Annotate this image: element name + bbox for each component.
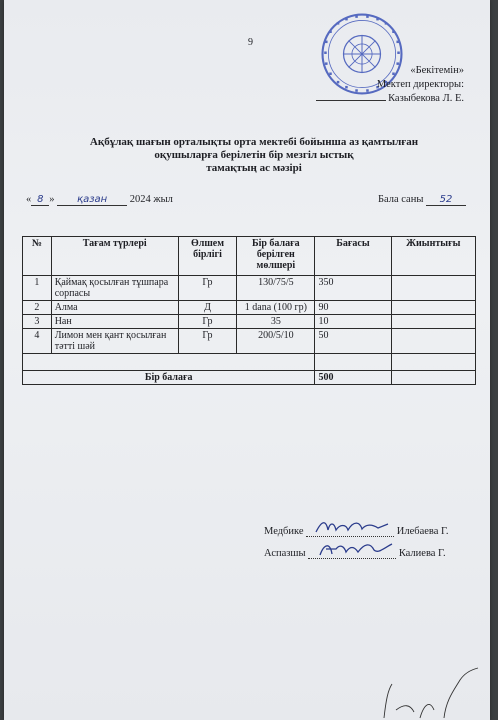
date-open-quote: « [26, 194, 32, 205]
handwritten-signature-icon [312, 516, 392, 538]
empty-table-row [23, 354, 476, 371]
handwritten-scrawl-icon [374, 660, 484, 720]
row-unit: Гр [178, 315, 237, 329]
approval-block [316, 64, 464, 106]
table-row [23, 329, 476, 354]
row-dish: Лимон мен қант қосылған тәтті шәй [51, 329, 178, 354]
table-header-row [23, 237, 476, 276]
header-price: Бағасы [315, 237, 391, 276]
row-total [391, 315, 475, 329]
header-number: № [23, 237, 52, 276]
title-line-2: оқушыларға берілетін бір мезгіл ыстық [154, 149, 354, 161]
cook-name: Калиева Г. [398, 548, 446, 559]
row-portion: 130/75/5 [237, 276, 315, 301]
approval-position: Мектеп директоры: [376, 79, 464, 90]
document-page [4, 0, 490, 720]
cook-signature-line [308, 546, 396, 559]
date-year: 2024 жыл [129, 194, 173, 205]
approval-name-line [316, 92, 464, 106]
header-portion: Бір балаға берілген мөлшері [237, 237, 315, 276]
children-count-value: 52 [426, 194, 466, 206]
row-unit: Гр [178, 276, 237, 301]
empty-cell [23, 354, 315, 371]
page-number: 9 [248, 37, 253, 48]
header-unit: Өлшем бірлігі [178, 237, 237, 276]
nurse-signature-line [306, 524, 394, 537]
row-total [391, 329, 475, 354]
title-line-1: Ақбұлақ шағын орталықты орта мектебі бойынша аз қамтылған [89, 136, 419, 148]
approval-name: Казыбекова Л. Е. [388, 93, 464, 104]
row-total [391, 301, 475, 315]
menu-table [22, 236, 476, 385]
header-total: Жиынтығы [391, 237, 475, 276]
row-dish: Нан [51, 315, 178, 329]
row-portion: 200/5/10 [237, 329, 315, 354]
table-row [23, 315, 476, 329]
date-day: 8 [31, 194, 49, 206]
title-line-3: тамақтың ас мәзірі [206, 162, 302, 174]
approval-title: «Бекітемін» [410, 65, 464, 76]
empty-cell [315, 354, 391, 371]
cook-role: Аспазшы [264, 548, 306, 559]
date-close-quote: » [49, 194, 55, 205]
director-signature-line [316, 100, 386, 101]
summary-row [23, 371, 476, 385]
date-line [26, 194, 173, 206]
row-unit: Гр [178, 329, 237, 354]
row-price: 350 [315, 276, 391, 301]
row-number: 3 [23, 315, 52, 329]
children-count [378, 194, 466, 206]
document-title [44, 136, 464, 175]
empty-cell [391, 354, 475, 371]
nurse-signature [264, 524, 449, 537]
row-total [391, 276, 475, 301]
summary-total [391, 371, 475, 385]
table-row [23, 301, 476, 315]
table-row [23, 276, 476, 301]
nurse-role: Медбике [264, 526, 304, 537]
row-portion: 1 dana (100 гр) [237, 301, 315, 315]
date-month: қазан [57, 194, 127, 206]
row-dish: Қаймақ қосылған тұшпара сорпасы [51, 276, 178, 301]
header-dish: Тағам түрлері [51, 237, 178, 276]
handwritten-signature-icon [314, 538, 394, 560]
row-price: 10 [315, 315, 391, 329]
row-number: 4 [23, 329, 52, 354]
row-number: 1 [23, 276, 52, 301]
children-count-label: Бала саны [377, 194, 424, 205]
row-number: 2 [23, 301, 52, 315]
row-unit: Д [178, 301, 237, 315]
summary-value: 500 [315, 371, 391, 385]
row-dish: Алма [51, 301, 178, 315]
row-price: 50 [315, 329, 391, 354]
row-portion: 35 [237, 315, 315, 329]
summary-label: Бір балаға [23, 371, 315, 385]
nurse-name: Илебаева Г. [396, 526, 449, 537]
cook-signature [264, 546, 446, 559]
row-price: 90 [315, 301, 391, 315]
